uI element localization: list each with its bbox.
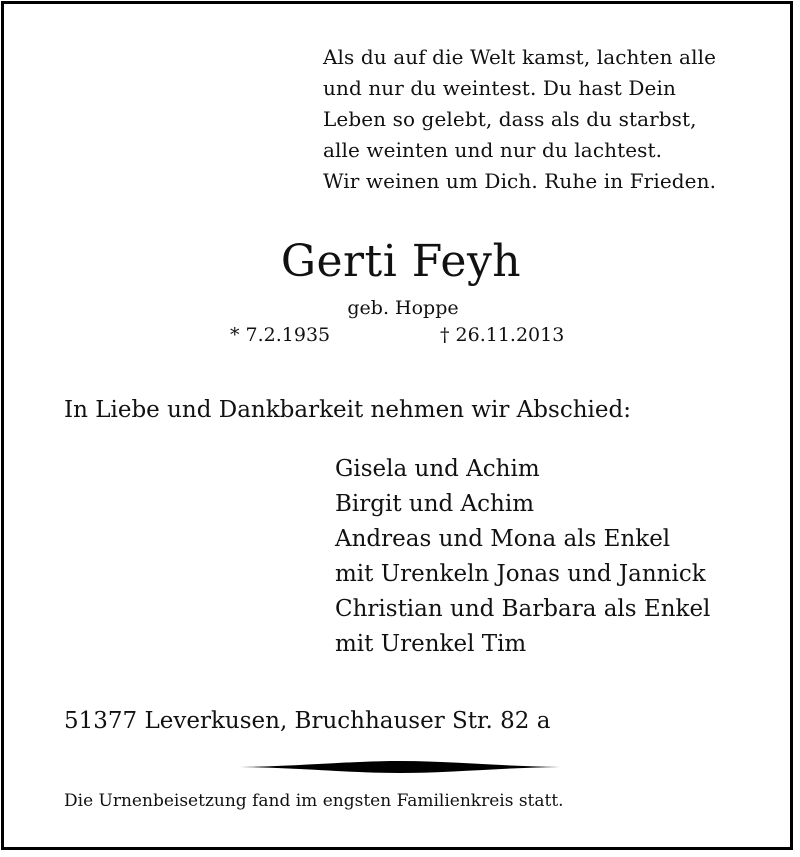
family-list: [335, 452, 710, 662]
address: 51377 Leverkusen, Bruchhauser Str. 82 a: [64, 708, 551, 734]
poem-line: Wir weinen um Dich. Ruhe in Frieden.: [323, 169, 717, 193]
family-line: Andreas und Mona als Enkel: [335, 526, 671, 552]
family-line: Christian und Barbara als Enkel: [335, 596, 711, 622]
death-date: † 26.11.2013: [440, 324, 565, 346]
family-line: Birgit und Achim: [335, 491, 535, 517]
poem-line: Leben so gelebt, dass als du starbst,: [323, 107, 697, 131]
maiden-name: geb. Hoppe: [347, 297, 459, 319]
burial-note: Die Urnenbeisetzung fand im engsten Familienkreis statt.: [64, 791, 564, 811]
poem-line: alle weinten und nur du lachtest.: [323, 138, 663, 162]
family-line: Gisela und Achim: [335, 456, 540, 482]
deceased-name: Gerti Feyh: [280, 236, 522, 287]
family-line: mit Urenkel Tim: [335, 631, 527, 657]
decorative-divider: [240, 760, 560, 774]
family-line: mit Urenkeln Jonas und Jannick: [335, 561, 706, 587]
poem-line: und nur du weintest. Du hast Dein: [323, 76, 676, 100]
poem-block: [323, 42, 763, 197]
birth-date: * 7.2.1935: [230, 324, 331, 346]
poem-line: Als du auf die Welt kamst, lachten alle: [323, 45, 717, 69]
farewell-heading: In Liebe und Dankbarkeit nehmen wir Abschied:: [64, 397, 631, 423]
